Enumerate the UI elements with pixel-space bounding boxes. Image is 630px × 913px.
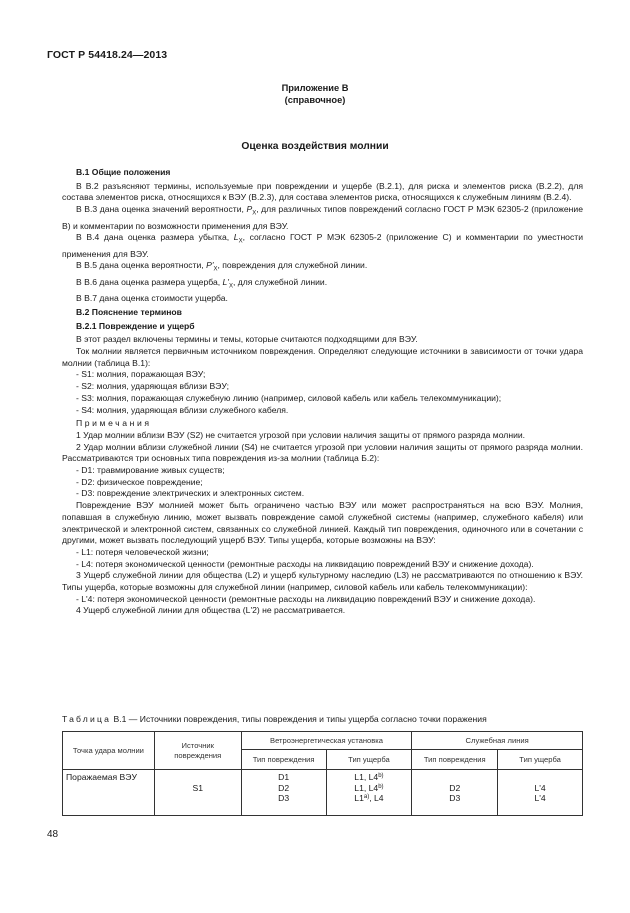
section-heading-b21: В.2.1 Повреждение и ущерб	[76, 320, 195, 331]
note: 1 Удар молнии вблизи ВЭУ (S2) не считается угрозой при условии наличия защиты от прямого разряда молнии.	[76, 429, 526, 440]
table-header-line-damage: Тип повреждения	[412, 750, 498, 770]
table-header-wtg: Ветроэнергетическая установка	[241, 732, 412, 750]
table-header-line-loss: Тип ущерба	[498, 750, 583, 770]
section-heading-b2: В.2 Пояснение терминов	[76, 306, 182, 317]
list-item: - S3: молния, поражающая служебную линию (например, силовой кабель или кабель телекоммуникации);	[76, 392, 502, 403]
paragraph: В В.2 разъясняют термины, используемые при повреждении и ущербе (В.2.1), для риска и элементов риска (В.2.2), для состава элементов риска, относящихся к ВЭУ (В.2.3), для состава элементов риска, относящихся к служебным линиям (В.2.4).	[62, 180, 583, 203]
body-text	[62, 165, 583, 617]
paragraph: В В.4 дана оценка размера убытка, $L_X$, согласно ГОСТ Р МЭК 62305-2 (приложение С) и комментарии по уместности применения для ВЭУ.	[62, 232, 583, 259]
table-header-point: Точка удара молнии	[63, 732, 155, 770]
paragraph: В В.3 дана оценка значений вероятности, $P_X$, для различных типов повреждений согласно ГОСТ Р МЭК 62305-2 (приложение В) и комментарии по возможности применения для ВЭУ.	[62, 204, 583, 231]
sources-table	[62, 731, 583, 816]
section-heading-b1: В.1 Общие положения	[76, 167, 171, 177]
main-title: Оценка воздействия молнии	[241, 141, 389, 152]
list-item: - D1: травмирование живых существ;	[76, 465, 225, 476]
list-item: - D3: повреждение электрических и электронных систем.	[76, 488, 305, 499]
table-cell-wtg-damage: D1 D2 D3	[241, 770, 326, 816]
paragraph: В В.7 дана оценка стоимости ущерба.	[76, 293, 228, 304]
list-item: - S2: молния, ударяющая вблизи ВЭУ;	[76, 381, 230, 392]
table-row	[63, 770, 583, 816]
list-item: - L4: потеря экономической ценности (ремонтные расходы на ликвидацию повреждений ВЭУ и снижение дохода).	[76, 558, 534, 569]
page-number: 48	[47, 829, 59, 840]
note: 4 Ущерб служебной линии для общества (L'2) не рассматривается.	[76, 605, 346, 616]
document-header: ГОСТ Р 54418.24—2013	[47, 49, 168, 61]
paragraph: В В.6 дана оценка размера ущерба, $L'_X$, для служебной линии.	[76, 276, 328, 290]
table-header-wtg-loss: Тип ущерба	[326, 750, 412, 770]
table-cell-line-damage: D2 D3	[412, 770, 498, 816]
paragraph: Повреждение ВЭУ молнией может быть ограничено частью ВЭУ или может распространяться на всю ВЭУ. Молния, попавшая в служебную линию, может вызвать повреждение самой служебной системы (например, служебного кабеля) или электрической и электронной систем, связанных со служебной линией. Каждый тип повреждения, одиночного или в сочетании с другими, может вызвать последующий ущерб ВЭУ. Типы ущерба, которые возможны на ВЭУ:	[62, 500, 583, 546]
table-header-source: Источник повреждения	[154, 732, 241, 770]
list-item: - S4: молния, ударяющая вблизи служебного кабеля.	[76, 404, 289, 415]
appendix-subtitle: (справочное)	[284, 95, 346, 105]
table-header-wtg-damage: Тип повреждения	[241, 750, 326, 770]
paragraph: В этот раздел включены термины и темы, которые считаются подходящими для ВЭУ.	[76, 334, 418, 345]
table-cell-wtg-loss: L1, L4$^{b)}$ L1, L4$^{b)}$ L1$^{a)}$, L4	[326, 770, 412, 816]
notes-heading: Примечания	[76, 418, 152, 429]
list-item: - S1: молния, поражающая ВЭУ;	[76, 369, 206, 380]
note: 2 Удар молнии вблизи служебной линии (S4) не считается угрозой при условии наличия защиты от прямого разряда молнии. Рассматриваются три основных типа повреждения из-за молнии (таблица Б.2):	[62, 441, 583, 464]
table-cell-source: S1	[154, 770, 241, 816]
paragraph: В В.5 дана оценка вероятности, $P'_X$, повреждения для служебной линии.	[76, 260, 368, 274]
table-header-service-line: Служебная линия	[412, 732, 583, 750]
table-cell-point: Поражаемая ВЭУ	[63, 770, 155, 816]
table-caption: Таблица В.1 — Источники повреждения, типы повреждения и типы ущерба согласно точки поражения	[62, 714, 487, 724]
appendix-title: Приложение В	[281, 83, 349, 93]
note: 3 Ущерб служебной линии для общества (L2) и ущерб культурному наследию (L3) не рассматриваются по отношению к ВЭУ. Типы ущерба, которые возможны для служебной линии (например, силовой кабель или кабель телекоммуникации):	[62, 570, 583, 593]
list-item: - L1: потеря человеческой жизни;	[76, 546, 209, 557]
paragraph: Ток молнии является первичным источником повреждения. Определяют следующие источники в зависимости от точки удара молнии (таблица В.1):	[62, 346, 583, 368]
list-item: - D2: физическое повреждение;	[76, 476, 203, 487]
table-cell-line-loss: L'4 L'4	[498, 770, 583, 816]
list-item: - L'4: потеря экономической ценности (ремонтные расходы на ликвидацию повреждений ВЭУ и снижение дохода).	[76, 593, 536, 604]
